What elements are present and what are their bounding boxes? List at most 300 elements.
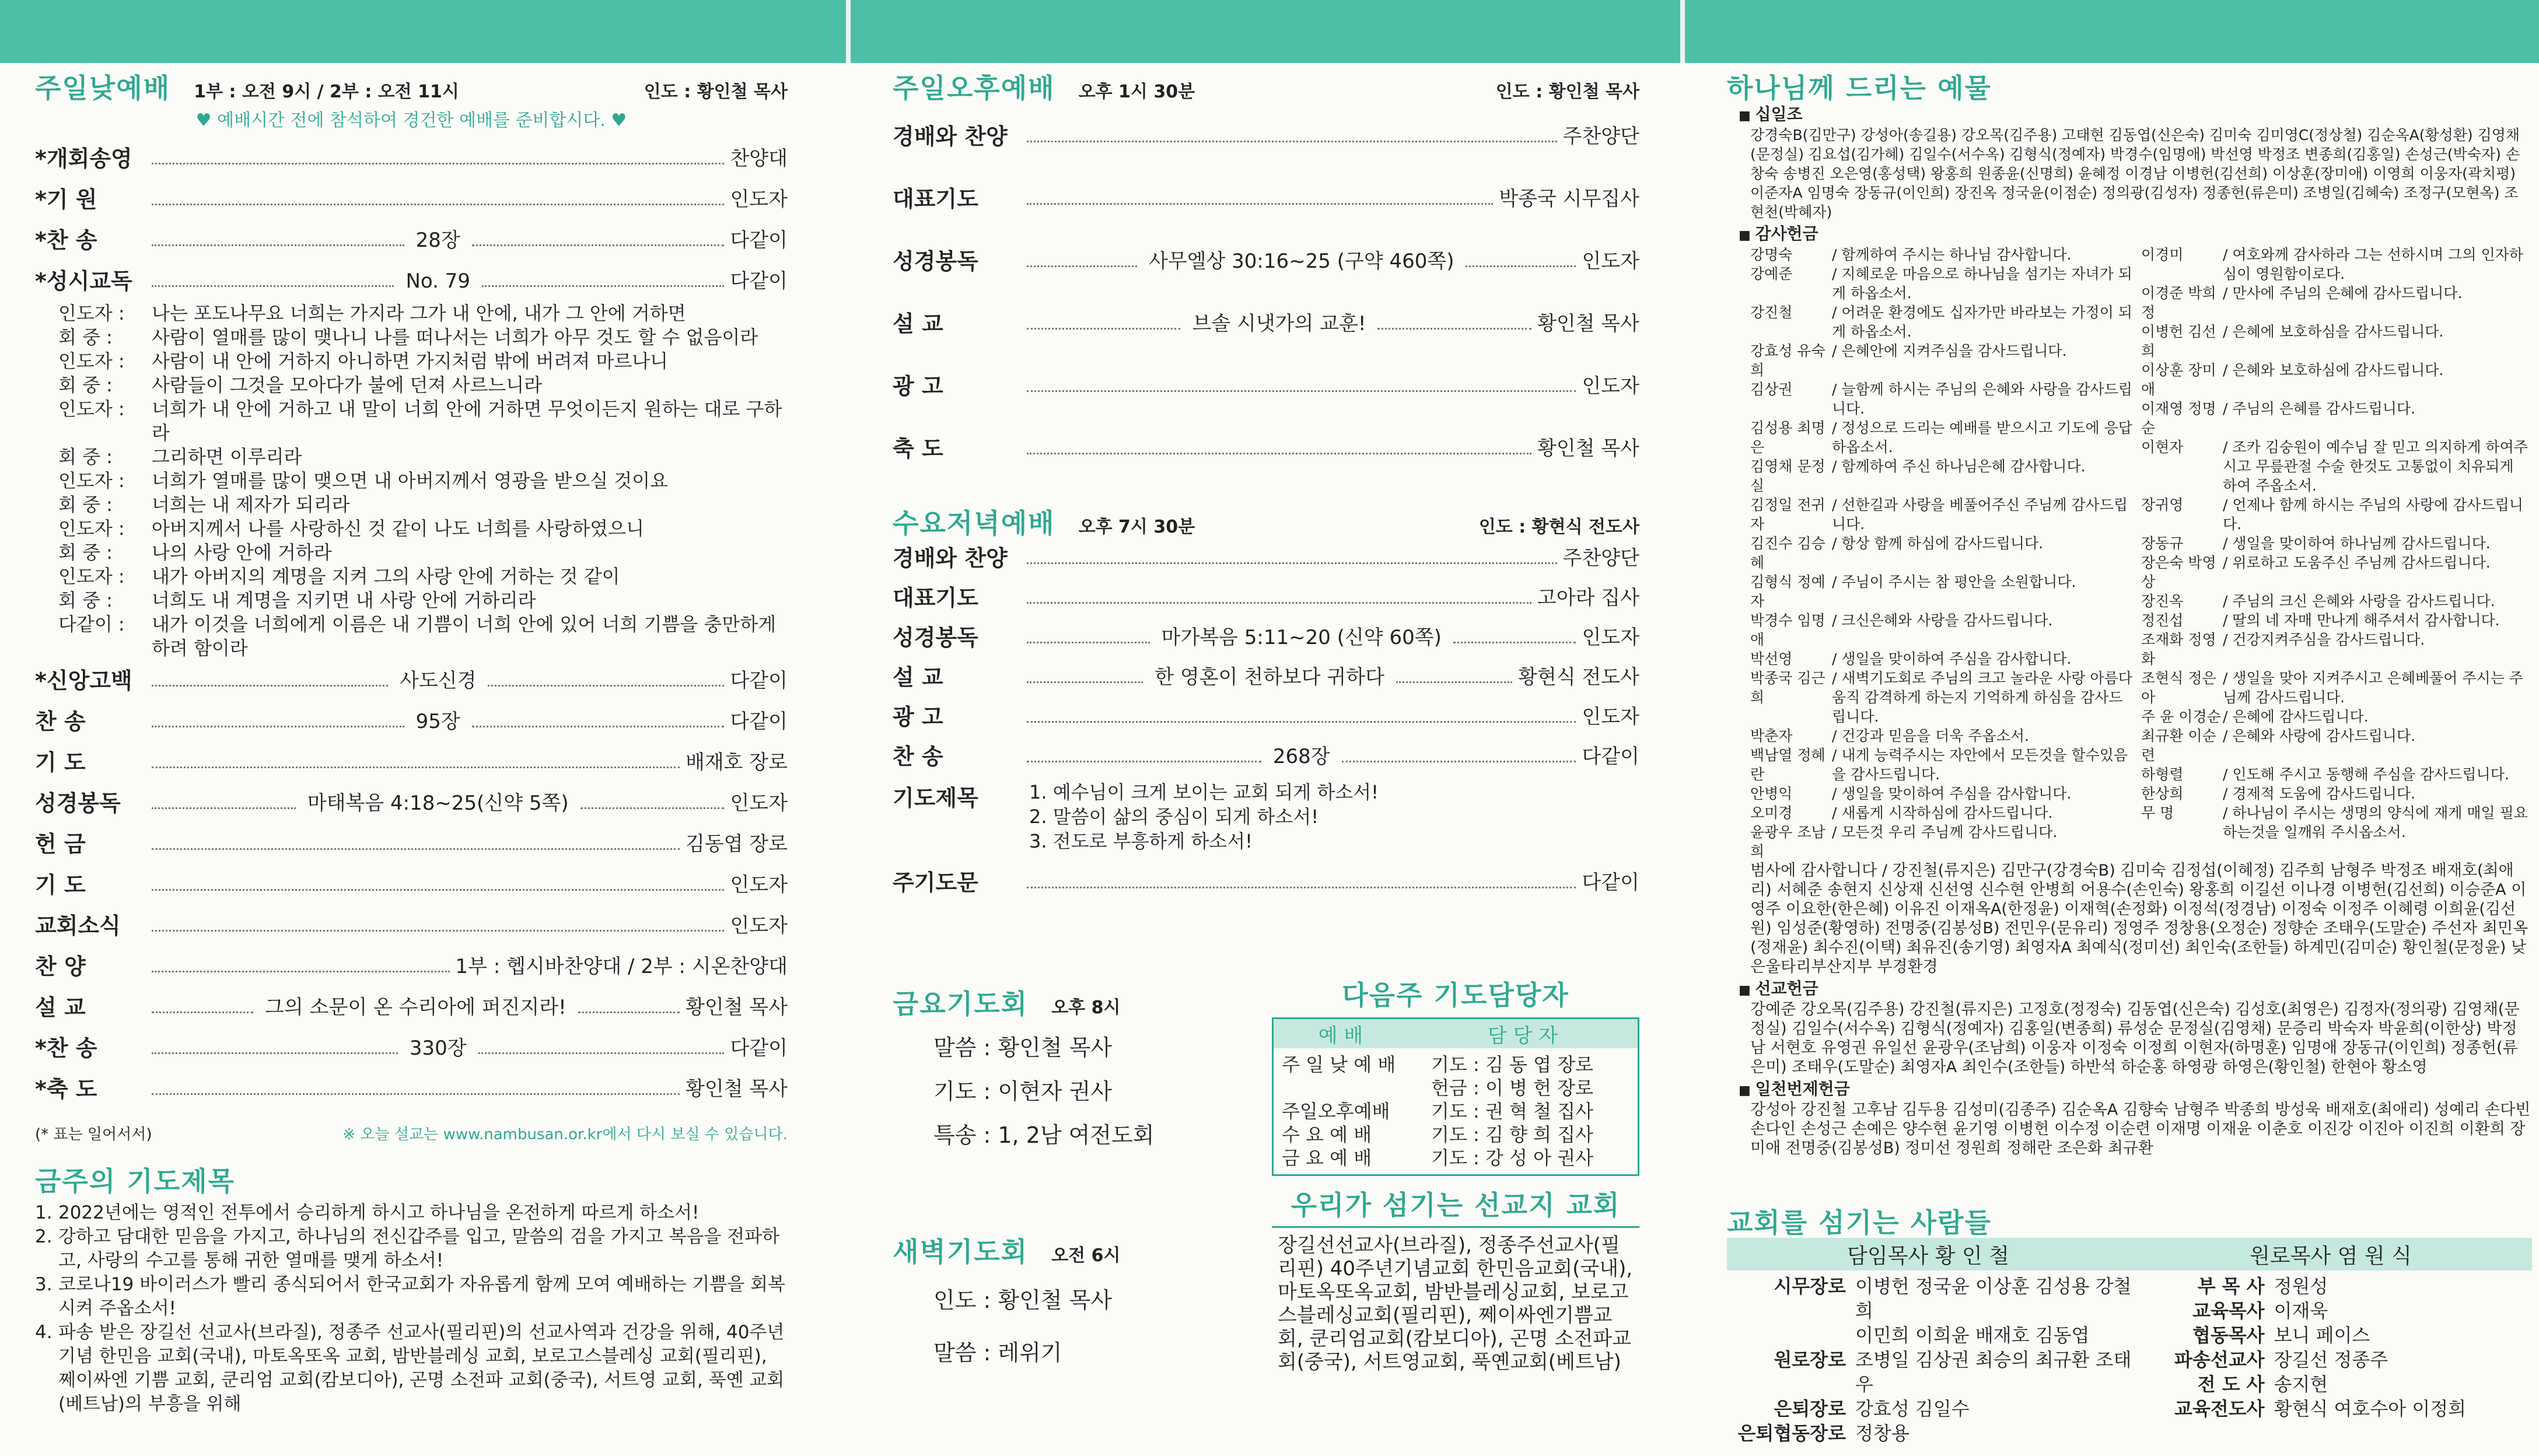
leader-dots [152, 1093, 680, 1095]
thanks-entry [1750, 303, 2133, 341]
speaker: 인도자 : [58, 398, 125, 420]
row-middle: 사무엘상 30:16~25 (구약 460쪽) [1148, 250, 1454, 273]
wednesday-prayers [893, 780, 1639, 853]
row-middle: 마가복음 5:11~20 (신약 60쪽) [1161, 626, 1442, 649]
thanks-text: / 여호와께 감사하라 그는 선하시며 그의 인자하심이 영원함이로다. [2223, 246, 2523, 282]
donor-name: 장은숙 박영상 [2141, 554, 2216, 590]
leader-dots [152, 930, 724, 932]
row-label: 헌 금 [35, 831, 86, 857]
donor-name: 주 윤 이경순 [2141, 708, 2221, 725]
row-right: 인도자 [1582, 705, 1639, 729]
row-right: 황인철 목사 [1537, 312, 1639, 335]
speaker: 회 중 : [58, 541, 113, 564]
thanks-entry [1750, 784, 2133, 803]
row-middle: 95장 [415, 710, 460, 733]
order-of-worship-2 [35, 660, 788, 1110]
service-name: 주일오후예배 [1282, 1100, 1390, 1122]
row-label: 주기도문 [893, 870, 978, 895]
staff-row [1727, 1348, 2146, 1396]
leader-dots [152, 244, 404, 246]
donor-name: 김정일 전귀자 [1750, 496, 1825, 533]
staff-row [2146, 1323, 2532, 1348]
donor-name: 박춘자 [1750, 727, 1793, 744]
row-middle: 한 영혼이 천하보다 귀하다 [1155, 666, 1384, 689]
reading-text: 너희가 내 안에 거하고 내 말이 너희 안에 거하면 무엇이든지 원하는 대로 구하라 [152, 398, 782, 444]
staff-names: 이병헌 정국윤 이상훈 김성용 강철희 [1855, 1275, 2132, 1322]
reading-line [58, 493, 788, 517]
thanks-text: / 하나님이 주시는 생명의 양식에 재게 매일 필요하는것을 일깨워 주시옵소서. [2223, 804, 2528, 841]
donor-name: 안병익 [1750, 785, 1793, 802]
row-label: *신앙고백 [35, 668, 132, 694]
row-label: 경배와 찬양 [893, 545, 1008, 571]
reading-text: 내가 이것을 너희에게 이름은 내 기쁨이 너희 안에 있어 너희 기쁨을 충만하게 하려 함이라 [152, 613, 777, 659]
top-color-bar [0, 0, 2539, 63]
row-right: 인도자 [730, 873, 788, 897]
footnote [35, 1122, 788, 1144]
row-right: 황현식 전도사 [1518, 666, 1639, 689]
thanks-entry [1750, 726, 2133, 746]
donor-name: 무 명 [2141, 804, 2174, 821]
donor-name: 김성용 최명은 [1750, 419, 1825, 456]
thanks-text: / 은혜와 보호하심에 감사드립니다. [2223, 362, 2444, 379]
thanks-text: / 위로하고 도움주신 주님께 감사드립니다. [2223, 554, 2491, 571]
donor-name: 김영채 문정실 [1750, 458, 1825, 494]
donor-name: 김진수 김승혜 [1750, 535, 1825, 571]
order-row [35, 905, 788, 946]
donor-name: 이상훈 장미애 [2141, 362, 2216, 398]
thanks-entry [2141, 399, 2532, 438]
reading-text: 그리하면 이루리라 [152, 446, 302, 468]
staff-row [2146, 1274, 2532, 1298]
prayer-label: 기도제목 [893, 785, 978, 811]
leader-dots [1027, 721, 1576, 723]
row-label: *찬 송 [35, 228, 97, 253]
thanks-text: / 크신은혜와 사랑을 감사드립니다. [1832, 612, 2053, 629]
dawn-line: 인도 : 황인철 목사 [933, 1287, 1112, 1313]
thanks-text: / 건강지켜주심을 감사드립니다. [2223, 631, 2425, 648]
staff-names: 보니 페이스 [2274, 1324, 2370, 1346]
row-middle: No. 79 [405, 270, 470, 293]
order-row [893, 737, 1639, 776]
thanks-entry [2141, 611, 2532, 630]
reading-text: 너희는 내 제자가 되리라 [152, 494, 350, 516]
thanks-text: / 늘함께 하시는 주님의 은혜와 사랑을 감사드립니다. [1832, 381, 2132, 417]
thanks-entry [1750, 264, 2133, 303]
order-row [893, 293, 1639, 355]
row-label: 경배와 찬양 [893, 124, 1008, 149]
section-title: 금요기도회 [893, 988, 1029, 1020]
ministers-list [2146, 1274, 2532, 1446]
row-label: 성경봉독 [893, 249, 978, 274]
row-right: 김동엽 장로 [685, 832, 788, 856]
order-row [35, 946, 788, 987]
donor-name: 박선영 [1750, 650, 1793, 667]
staff-lists [1727, 1274, 2532, 1446]
thanks-text: / 생일을 맞이하여 주심을 감사합니다. [1832, 650, 2072, 667]
row-right: 인도자 [1582, 374, 1639, 398]
notice: ♥ 예배시간 전에 참석하여 경건한 예배를 준비합시다. ♥ [195, 110, 627, 131]
row-label: 대표기도 [893, 585, 978, 611]
thanks-text: / 새롭게 시작하심에 감사드립니다. [1832, 804, 2053, 821]
order-row [35, 138, 788, 179]
thanks-entry [2141, 322, 2532, 360]
staff-role: 은퇴협동장로 [1737, 1422, 1846, 1444]
table-header [1274, 1019, 1638, 1048]
thanks-text: / 딸의 네 자매 만나게 해주셔서 감사합니다. [2223, 612, 2500, 629]
staff-role: 교육목사 [2192, 1300, 2265, 1322]
dawn-section [893, 1231, 1243, 1379]
prayer-item [35, 1321, 788, 1416]
leader-dots [152, 163, 724, 164]
row-label: 설 교 [893, 311, 943, 337]
duty-row [1274, 1146, 1638, 1170]
donor-name: 김상권 [1750, 381, 1793, 398]
reading-line [58, 445, 788, 469]
speaker: 인도자 : [58, 565, 125, 587]
leader-dots [152, 285, 394, 287]
row-right: 인도자 [1582, 250, 1640, 273]
emeritus-pastor: 원로목사 염 원 식 [2250, 1244, 2412, 1268]
staff-role: 협동목사 [2192, 1324, 2265, 1346]
row-label: 기 도 [35, 750, 86, 775]
thanks-list [1739, 245, 2532, 861]
dawn-line: 말씀 : 레위기 [933, 1340, 1062, 1366]
row-label: *개회송영 [35, 146, 132, 172]
lords-prayer-row [893, 863, 1639, 902]
reading-text: 사람이 내 안에 거하지 아니하면 가지처럼 밖에 버려져 마르나니 [152, 350, 669, 372]
leader-dots [1377, 328, 1531, 330]
row-label: 기 도 [35, 872, 86, 898]
offerings-body [1727, 104, 2532, 1158]
duty-person: 기도 : 권 혁 철 집사 [1431, 1100, 1594, 1122]
prayer-line: 2. 말씀이 삶의 중심이 되게 하소서! [1029, 806, 1319, 828]
row-middle: 268장 [1272, 745, 1330, 768]
staff-role: 은퇴장로 [1774, 1398, 1846, 1420]
row-right: 주찬양단 [1562, 125, 1639, 148]
wednesday-header [893, 502, 1639, 539]
row-label: *성시교독 [35, 268, 132, 294]
staff-role: 전 도 사 [2197, 1373, 2265, 1395]
order-row [35, 179, 788, 220]
staff-section [1727, 1202, 2532, 1446]
thanks-left [1750, 245, 2141, 861]
thanks-entry [1750, 746, 2133, 784]
staff-row [1727, 1323, 2146, 1348]
missions-header [1272, 1184, 1639, 1223]
row-label: 찬 송 [35, 709, 86, 734]
item-text: 파송 받은 장길선 선교사(브라질), 정종주 선교사(필리핀)의 선교사역과 건강을 위해, 40주년기념 한민음 교회(국내), 마토옥또옥 교회, 밤반블레싱 교회, 보로고스블레싱 교회(필리핀), 쩨이싸엔 기쁨 교회, 쿤리엄 교회(캄보디아), 곤명 소전파 교회(중국), 서트영 교회, 푹옌 교회(베트남)의 부흥을 위해 [58, 1322, 785, 1415]
reading-text: 나의 사랑 안에 거하라 [152, 541, 332, 564]
thanks-text: / 내게 능력주시는 자안에서 모든것을 할수있음을 감사드립니다. [1832, 747, 2128, 783]
donor-name: 이병헌 김선희 [2141, 323, 2216, 359]
duty-row [1274, 1053, 1638, 1100]
service-times: 오전 6시 [1051, 1245, 1121, 1266]
section-title: 우리가 섬기는 선교지 교회 [1291, 1189, 1621, 1221]
donor-name: 윤광우 조남희 [1750, 824, 1825, 860]
row-label: 설 교 [35, 995, 86, 1020]
ilchon-names: 강성아 강진철 고후남 김두용 김성미(김종주) 김순옥A 김향숙 남형주 박종희 방성욱 배재호(최애리) 성예리 손다빈 손다인 손성근 손예은 양수현 윤기영 이병헌 이수정 이순련 이재명 이재윤 이춘호 이진강 이진아 이진희 이환희 장미애 전명중(김봉성B) 정미선 정원희 정해란 조은화 최규환 [1750, 1101, 2531, 1157]
donor-name: 이경준 박희정 [2141, 285, 2216, 321]
leader-dots [152, 204, 724, 205]
staff-role: 교육전도사 [2174, 1398, 2265, 1420]
row-middle: 28장 [415, 229, 460, 252]
staff-role: 원로장로 [1774, 1349, 1846, 1371]
service-times: 오후 1시 30분 [1078, 82, 1195, 102]
row-label: 대표기도 [893, 186, 978, 212]
order-row [893, 697, 1639, 737]
donor-name: 장귀영 [2141, 496, 2184, 513]
leader-dots [482, 285, 724, 287]
ilchon-label: ■ 일천번제헌금 [1739, 1079, 2532, 1100]
section-title: 교회를 섬기는 사람들 [1727, 1207, 1992, 1238]
friday-section [893, 983, 1243, 1157]
order-row [893, 657, 1639, 697]
leader-dots [1027, 761, 1261, 762]
thanks-text: / 주님의 은혜를 감사드립니다. [2223, 400, 2416, 417]
staff-row [2146, 1348, 2532, 1372]
order-row [35, 824, 788, 864]
leader-dots [152, 848, 680, 850]
thanks-entry [1750, 341, 2133, 380]
item-number: 4. [35, 1322, 53, 1343]
reading-line [58, 302, 788, 326]
row-label: 축 도 [893, 436, 943, 461]
section-title: 새벽기도회 [893, 1236, 1029, 1268]
duty-person: 기도 : 김 동 엽 장로 [1431, 1054, 1594, 1076]
row-right: 황인철 목사 [1537, 437, 1639, 460]
reading-line [58, 589, 788, 612]
staff-role: 부 목 사 [2197, 1275, 2265, 1297]
staff-names: 송지현 [2274, 1373, 2328, 1395]
reading-line [58, 397, 788, 445]
reading-line [58, 469, 788, 493]
friday-line: 기도 : 이현자 권사 [933, 1079, 1112, 1104]
order-row [35, 660, 788, 701]
leader-dots [472, 726, 725, 727]
thanks-entry [1750, 668, 2133, 726]
donor-name: 최규환 이순련 [2141, 727, 2216, 764]
row-right: 다같이 [1582, 871, 1639, 894]
prayer-topics-header [35, 1160, 788, 1197]
staff-role [1727, 1323, 1855, 1348]
prayer-line: 1. 예수님이 크게 보이는 교회 되게 하소서! [1029, 781, 1379, 803]
order-row [893, 418, 1639, 480]
thanks-entry [1750, 418, 2133, 457]
order-row [35, 742, 788, 783]
thanks-entry [1750, 495, 2133, 534]
order-of-worship [35, 138, 788, 302]
mission-list: 장길선선교사(브라질), 정종주선교사(필리핀) 40주년기념교회 한민음교회(국내), 마토옥또옥교회, 밤반블레싱교회, 보로고스블레싱교회(필리핀), 쩨이싸엔기쁨교회, 쿤리엄교회(캄보디아), 곤명 소전파교회(중국), 서트영교회, 푹옌교회(베트남) [1272, 1226, 1639, 1374]
row-label: 교회소식 [35, 913, 121, 939]
row-right: 다같이 [730, 710, 788, 733]
leader-dots [578, 1012, 680, 1013]
row-label: 찬 송 [893, 744, 943, 769]
staff-names: 황현식 여호수아 이정희 [2274, 1398, 2467, 1420]
wednesday-order [893, 538, 1639, 776]
order-row [893, 168, 1639, 230]
sunday-am-header [35, 67, 788, 104]
order-row [893, 230, 1639, 293]
section-title: 수요저녁예배 [893, 508, 1055, 539]
leader-dots [478, 1052, 725, 1054]
leader-dots [152, 685, 388, 687]
thanks-entry [2141, 553, 2532, 592]
donor-name: 박경수 임명애 [1750, 612, 1825, 648]
row-right: 박종국 시무집사 [1499, 187, 1639, 211]
thanks-entry [2141, 360, 2532, 399]
item-text: 2022년에는 영적인 전투에서 승리하게 하시고 하나님을 온전하게 따르게 하소서! [58, 1202, 700, 1223]
row-label: 성경봉독 [893, 625, 978, 650]
service-leader: 인도 : 황현식 전도사 [1478, 517, 1639, 537]
donor-name: 강예준 [1750, 265, 1793, 282]
leader-dots [152, 726, 404, 727]
section-title: 하나님께 드리는 예물 [1727, 72, 1992, 104]
thanks-text: / 지혜로운 마음으로 하나님을 섬기는 자녀가 되게 하옵소서. [1832, 265, 2132, 302]
thanks-text: / 생일을 맞이하여 주심을 감사합니다. [1832, 785, 2072, 802]
prayer-lines [1021, 780, 1379, 853]
thanks-entry [2141, 495, 2532, 534]
row-middle: 마태복음 4:18~25(신약 5쪽) [307, 792, 569, 815]
order-row [35, 864, 788, 905]
thanks-text: / 만사에 주님의 은혜에 감사드립니다. [2223, 285, 2463, 302]
section-title: 금주의 기도제목 [35, 1166, 236, 1197]
reading-line [58, 326, 788, 349]
donor-name: 박종국 김근희 [1750, 670, 1825, 706]
item-text: 강하고 담대한 믿음을 가지고, 하나님의 전신갑주를 입고, 말씀의 검을 가지고 복음을 전파하고, 사랑의 수고를 통해 귀한 열매를 맺게 하소서! [58, 1226, 780, 1271]
staff-names: 이민희 이희윤 배재호 김동엽 [1855, 1324, 2090, 1346]
donor-name: 이현자 [2141, 439, 2184, 456]
order-row [893, 106, 1639, 168]
order-row [893, 578, 1639, 618]
donor-name: 한상희 [2141, 785, 2184, 802]
reading-text: 너희가 열매를 많이 맺으면 내 아버지께서 영광을 받으실 것이요 [152, 470, 669, 492]
donor-name: 강진철 [1750, 304, 1793, 321]
weekly-thanks: 범사에 감사합니다 / 강진철(류지은) 김만구(강경숙B) 김미숙 김정섭(이혜정) 김주희 남형주 박정조 배재호(최애리) 서혜준 송현지 신상재 신선영 신수현 안병희 어용수(손인숙) 왕홍희 이길선 이나경 이병헌(김선희) 이승준A 이영주 이요한(한은혜) 이유진 이재옥A(한정윤) 이재혁(손정화) 이정석(정경남) 이정숙 이정주 이혜령 이희윤(김선원) 임성준(황영하) 전명중(김봉성B) 전민우(문유리) 정영주 정창용(오정순) 정향순 조태우(도말순) 주선자 최민옥(정재윤) 최수진(이택) 최유진(송기영) 최영자A 최예식(정미선) 최인숙(조한들) 하계민(김미순) 황인철(문정윤) 낮은울타리부산지부 부경환경 [1750, 862, 2528, 976]
row-label: *기 원 [35, 187, 97, 212]
prayer-item [35, 1273, 788, 1321]
leader-dots [152, 889, 724, 891]
row-right: 주찬양단 [1562, 547, 1639, 570]
service-times: 오후 7시 30분 [1078, 517, 1195, 537]
tithe-names: 강경숙B(김만구) 강성아(송길용) 강오목(김주용) 고태현 김동엽(신은숙) 김미숙 김미영C(정상철) 김순옥A(황성환) 김영채(문정실) 김요섭(김가혜) 김일수(서수옥) 김형식(정예자) 박경수(임명애) 박선영 박정조 변종희(김홍일) 손성근(박숙자) 손창숙 송병진 오은영(홍성택) 왕홍희 원종윤(신명희) 윤혜정 이경남 이병헌(김선희) 이상훈(장미애) 이영희 이웅자(곽치평) 이준자A 임명숙 장동규(이인희) 장진옥 정국윤(이점순) 정의광(김성자) 정종헌(류은미) 조병일(김혜숙) 조정구(모현옥) 조현천(박혜자) [1750, 127, 2520, 220]
dawn-lines [893, 1274, 1243, 1379]
leader-dots [580, 807, 725, 809]
duty-persons [1408, 1123, 1638, 1146]
reading-text: 나는 포도나무요 너희는 가지라 그가 내 안에, 내가 그 안에 거하면 [152, 302, 686, 324]
thanks-entry [1750, 245, 2133, 264]
leader-dots [1027, 328, 1180, 330]
thanks-text: / 생일을 맞아 지켜주시고 은혜베풀어 주시는 주님께 감사드립니다. [2223, 670, 2523, 706]
item-text: 코로나19 바이러스가 빨리 종식되어서 한국교회가 자유롭게 함께 모여 예배하는 기쁨을 회복시켜 주옵소서! [58, 1274, 785, 1319]
staff-row [1727, 1274, 2146, 1323]
leader-dots [1466, 265, 1576, 267]
column-header: 예 배 [1318, 1024, 1363, 1048]
thanks-entry [2141, 630, 2532, 668]
donor-name: 백남열 정혜란 [1750, 747, 1825, 783]
prayer-item [35, 1225, 788, 1273]
item-number: 2. [35, 1226, 53, 1247]
service-name: 주 일 낮 예 배 [1282, 1054, 1396, 1076]
row-right: 찬양대 [730, 147, 788, 170]
reading-line [58, 373, 788, 397]
donor-name: 김형식 정예자 [1750, 573, 1825, 610]
reading-text: 사람들이 그것을 모아다가 불에 던져 사르느니라 [152, 374, 543, 396]
service-times: 오후 8시 [1051, 998, 1121, 1018]
wednesday-section [893, 502, 1639, 902]
leader-dots [1453, 642, 1576, 643]
thanks-entry [2141, 592, 2532, 611]
thanks-text: / 건강과 믿음을 더욱 주옵소서. [1832, 727, 2029, 744]
thanks-text: / 언제나 함께 하시는 주님의 사랑에 감사드립니다. [2223, 496, 2523, 533]
speaker: 인도자 : [58, 350, 125, 372]
row-label: 성경봉독 [35, 790, 121, 816]
row-right: 다같이 [1582, 745, 1640, 768]
donor-name: 하형렬 [2141, 766, 2184, 783]
order-row [893, 538, 1639, 578]
duty-person: 헌금 : 이 병 헌 장로 [1431, 1077, 1594, 1099]
thanks-entry [1750, 803, 2133, 822]
leader-dots [1027, 887, 1576, 888]
tithe-label: ■ 십일조 [1739, 104, 2532, 125]
leader-dots [1027, 562, 1557, 564]
speaker: 인도자 : [58, 470, 125, 492]
donor-name: 조재화 정영화 [2141, 631, 2216, 667]
next-week-header [1272, 974, 1639, 1013]
mission-offering-label: ■ 선교헌금 [1739, 979, 2532, 1000]
staff-names: 강효성 김일수 [1855, 1398, 1970, 1420]
order-row [35, 261, 788, 302]
row-middle: 사도신경 [400, 669, 477, 692]
duty-table [1272, 1017, 1639, 1176]
donor-name: 이경미 [2141, 246, 2184, 263]
dawn-header [893, 1231, 1243, 1268]
thanks-text: / 조카 김숭원이 예수님 잘 믿고 의지하게 하여주시고 무릎관절 수술 한것도 고통없이 치유되게 하여 주옵소서. [2223, 439, 2528, 494]
staff-names: 정원성 [2274, 1275, 2328, 1297]
staff-names: 조병일 김상권 최승의 최규환 조태우 [1855, 1349, 2132, 1395]
thanks-text: / 항상 함께 하심에 감사드립니다. [1832, 535, 2044, 552]
thanks-text: / 은혜와 사랑에 감사드립니다. [2223, 727, 2416, 744]
speaker: 회 중 : [58, 326, 113, 348]
website-note: ※ 오늘 설교는 www.nambusan.or.kr에서 다시 보실 수 있습니다. [342, 1126, 788, 1143]
reading-line [58, 517, 788, 541]
staff-row [1727, 1396, 2146, 1421]
duty-row [1274, 1100, 1638, 1123]
standing-note: (* 표는 일어서서) [35, 1126, 152, 1143]
thanks-entry [1750, 457, 2133, 495]
thanks-text: / 은혜에 감사드립니다. [2223, 708, 2369, 725]
leader-dots [152, 1012, 253, 1013]
thanks-entry [2141, 765, 2532, 784]
senior-pastor: 담임목사 황 인 철 [1847, 1244, 2009, 1268]
service-leader: 인도 : 황인철 목사 [644, 82, 788, 102]
staff-names: 장길선 정종주 [2274, 1349, 2388, 1371]
thanks-label: ■ 감사헌금 [1739, 224, 2532, 245]
item-number: 3. [35, 1274, 53, 1295]
reading-text: 내가 아버지의 계명을 지켜 그의 사랑 안에 거하는 것 같이 [152, 565, 620, 587]
friday-header [893, 983, 1243, 1020]
donor-name: 이재영 정명순 [2141, 400, 2216, 436]
service-times: 1부 : 오전 9시 / 2부 : 오전 11시 [194, 82, 459, 102]
pm-order [893, 106, 1639, 480]
leader-dots [1027, 602, 1531, 604]
thanks-text: / 모든것 우리 주님께 감사드립니다. [1832, 824, 2058, 841]
friday-lines [893, 1026, 1243, 1157]
duty-person: 기도 : 강 성 아 권사 [1431, 1147, 1594, 1169]
thanks-text: / 주님의 크신 은혜와 사랑을 감사드립니다. [2223, 593, 2495, 610]
row-right: 인도자 [730, 188, 788, 211]
donor-name: 오미경 [1750, 804, 1793, 821]
thanks-entry [2141, 803, 2532, 842]
